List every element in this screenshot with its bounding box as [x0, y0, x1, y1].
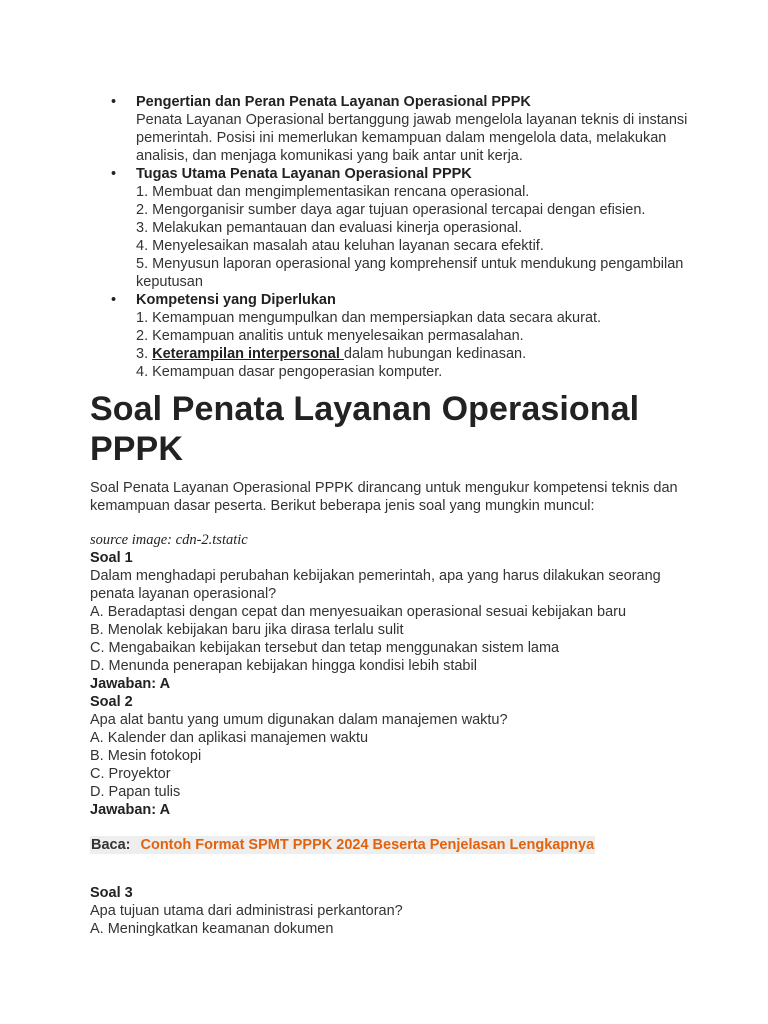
competency-item: [136, 345, 690, 363]
competency-item: 1. Kemampuan mengumpulkan dan mempersiapkan data secara akurat.: [136, 310, 602, 326]
image-source-caption: source image: cdn-2.tstatic: [90, 532, 248, 548]
read-label: Baca:: [91, 837, 131, 853]
competency-item: 2. Kemampuan analitis untuk menyelesaikan permasalahan.: [136, 328, 524, 344]
question-text: Apa alat bantu yang umum digunakan dalam manajemen waktu?: [90, 712, 508, 728]
answer-option: C. Proyektor: [90, 766, 171, 782]
section-heading: • Kompetensi yang Diperlukan: [136, 292, 336, 308]
list-item: [90, 93, 690, 165]
section-text: Penata Layanan Operasional bertanggung jawab mengelola layanan teknis di instansi pemerintah. Posisi ini memerlukan kemampuan dalam mengelola data, melakukan analisis, dan menjaga komunikasi yang baik antar unit kerja.: [136, 112, 688, 164]
answer-option: A. Beradaptasi dengan cepat dan menyesuaikan operasional sesuai kebijakan baru: [90, 604, 627, 620]
answer-option: A. Meningkatkan keamanan dokumen: [90, 921, 334, 937]
page-title: Soal Penata Layanan Operasional PPPK: [90, 390, 640, 468]
task-item: 1. Membuat dan mengimplementasikan rencana operasional.: [136, 184, 530, 200]
question-label: Soal 1: [90, 550, 133, 566]
summary-list: [90, 93, 690, 381]
related-article-box: [90, 836, 595, 854]
interpersonal-skill-link[interactable]: Keterampilan interpersonal: [152, 346, 344, 362]
answer-option: D. Papan tulis: [90, 784, 181, 800]
article-body: [90, 93, 690, 938]
task-item: 2. Mengorganisir sumber daya agar tujuan operasional tercapai dengan efisien.: [136, 202, 646, 218]
intro-paragraph: Soal Penata Layanan Operasional PPPK dirancang untuk mengukur kompetensi teknis dan kemampuan dasar peserta. Berikut beberapa jenis soal yang mungkin muncul:: [90, 480, 678, 514]
question-text: Dalam menghadapi perubahan kebijakan pemerintah, apa yang harus dilakukan seorang penata layanan operasional?: [90, 568, 661, 602]
question-block: [90, 884, 690, 938]
answer-option: B. Mesin fotokopi: [90, 748, 202, 764]
answer-key: Jawaban: A: [90, 676, 171, 692]
answer-option: B. Menolak kebijakan baru jika dirasa terlalu sulit: [90, 622, 404, 638]
competency-item: 4. Kemampuan dasar pengoperasian komputer.: [136, 364, 443, 380]
question-label: Soal 3: [90, 885, 133, 901]
answer-option: A. Kalender dan aplikasi manajemen waktu: [90, 730, 369, 746]
related-article-link[interactable]: Contoh Format SPMT PPPK 2024 Beserta Penjelasan Lengkapnya: [140, 837, 595, 853]
list-item: [90, 165, 690, 291]
list-item: [90, 291, 690, 381]
answer-key: Jawaban: A: [90, 802, 171, 818]
question-text: Apa tujuan utama dari administrasi perkantoran?: [90, 903, 403, 919]
answer-option: C. Mengabaikan kebijakan tersebut dan tetap menggunakan sistem lama: [90, 640, 560, 656]
task-item: 4. Menyelesaikan masalah atau keluhan layanan secara efektif.: [136, 238, 544, 254]
task-item: 3. Melakukan pemantauan dan evaluasi kinerja operasional.: [136, 220, 523, 236]
competency-suffix: dalam hubungan kedinasan.: [343, 346, 527, 362]
section-heading: • Pengertian dan Peran Penata Layanan Operasional PPPK: [136, 94, 531, 110]
section-heading: • Tugas Utama Penata Layanan Operasional PPPK: [136, 166, 472, 182]
task-item: 5. Menyusun laporan operasional yang komprehensif untuk mendukung pengambilan keputusan: [136, 256, 684, 290]
question-block: [90, 549, 690, 693]
question-block: [90, 693, 690, 819]
answer-option: D. Menunda penerapan kebijakan hingga kondisi lebih stabil: [90, 658, 477, 674]
question-label: Soal 2: [90, 694, 133, 710]
spacer: [90, 854, 690, 884]
competency-number: 3.: [136, 346, 153, 362]
